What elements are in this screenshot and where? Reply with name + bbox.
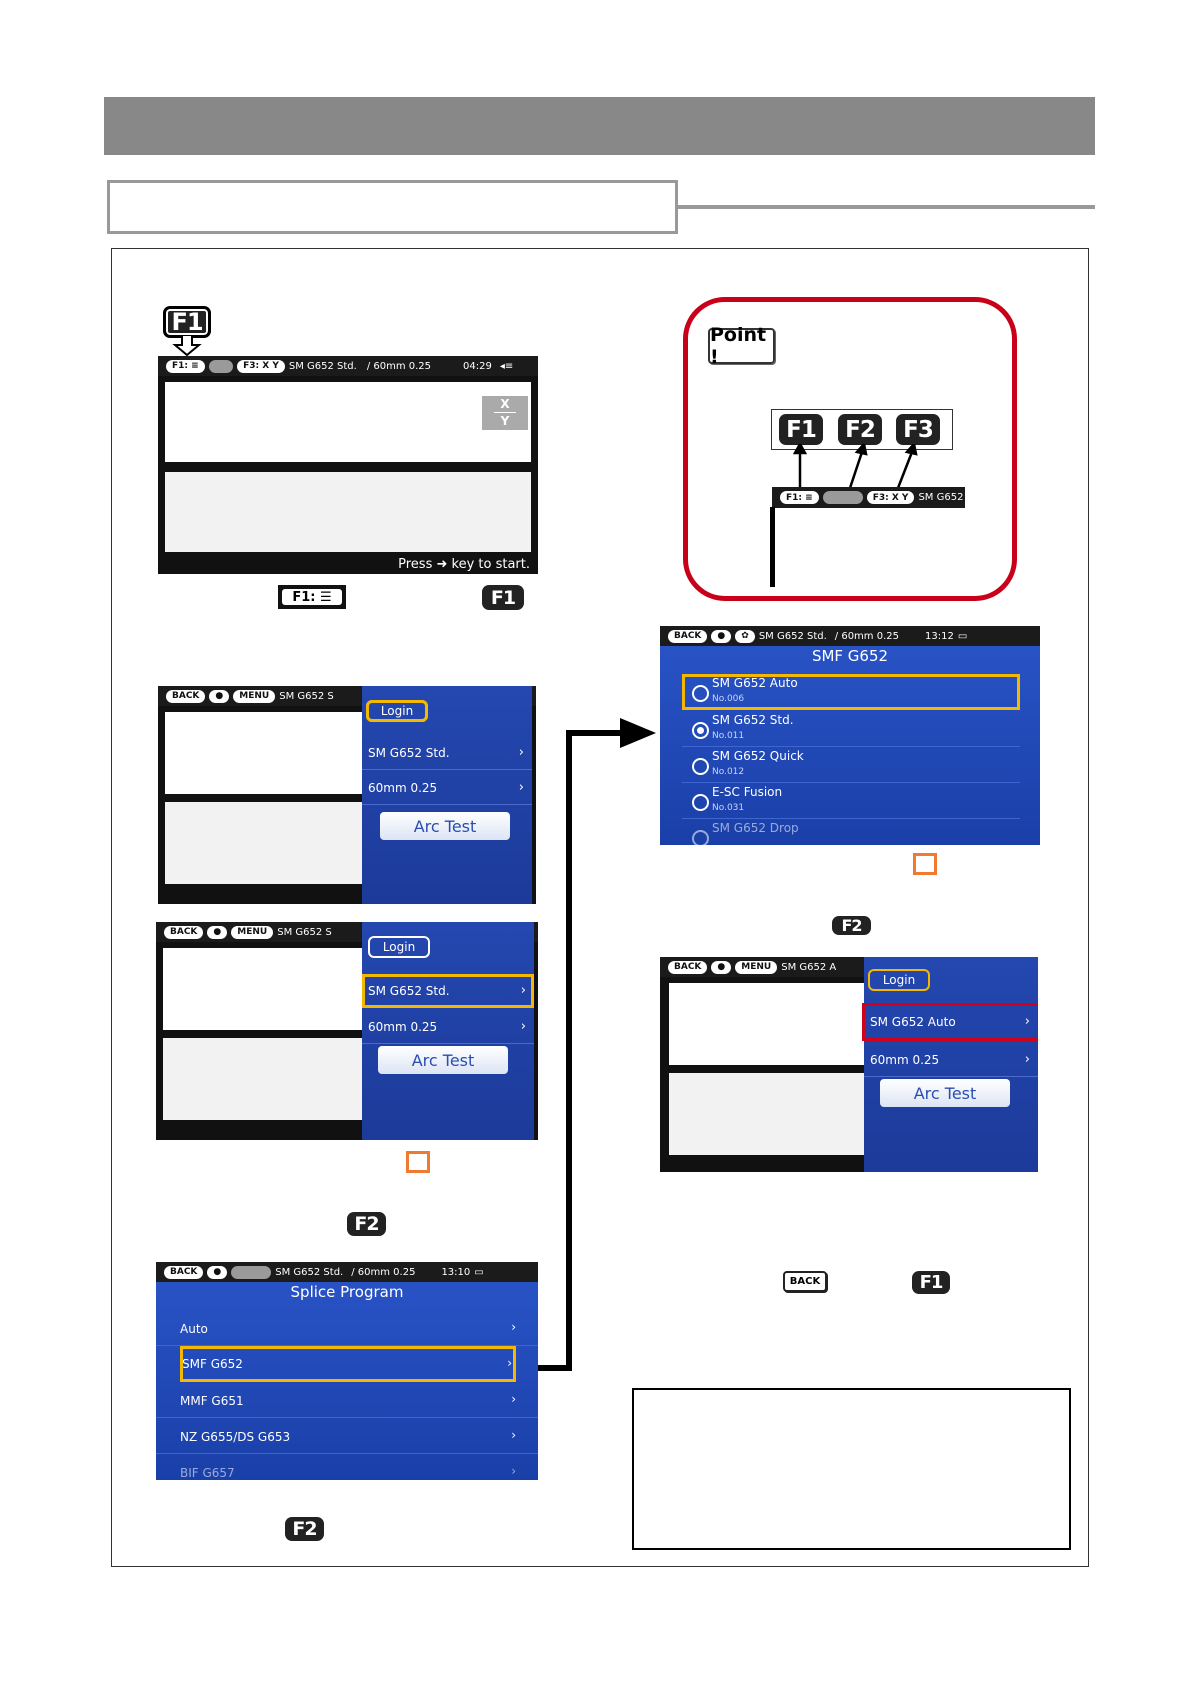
program-row[interactable] [682,711,1020,747]
menu-item-label: SM G652 Std. [368,745,450,760]
menu-item-label: SM G652 Std. [368,983,450,998]
program-number: No.011 [712,731,745,741]
record-softkey[interactable]: ● [207,1266,227,1279]
list-item[interactable] [180,1346,516,1382]
right-arrow-icon [620,718,656,748]
menu-screen-1 [158,686,536,904]
y-label: Y [500,414,510,428]
menu-screen-3 [660,957,1038,1172]
right-arrow-icon: ➜ [436,557,452,572]
chevron-right-icon: › [1024,1052,1030,1067]
menu-item-label: 60mm 0.25 [368,780,438,795]
prompt-tail: key to start. [451,557,530,572]
f3-softkey[interactable]: F3: X Y [237,360,285,373]
f1-key-icon: F1 [779,414,823,445]
clock: 13:10 [441,1266,471,1278]
f1-key-icon: F1 [482,585,524,610]
f1-key-icon: F1 [163,306,211,338]
f1-menu-label: F1: [292,589,316,605]
program-name: SM G652 A [781,961,837,973]
chevron-right-icon: › [1024,1014,1030,1029]
program-number: No.006 [712,694,745,704]
program-name: SM G652 [918,492,964,503]
camera-view-y [165,802,375,884]
menu-item-program[interactable] [362,974,534,1008]
camera-view-x [669,983,879,1065]
arc-test-button[interactable]: Arc Test [378,1046,508,1074]
sleeve-info: / 60mm 0.25 [834,630,899,642]
mini-screen-edge [770,507,775,587]
f2-key-icon: F2 [832,916,871,935]
menu-item-program[interactable] [864,1005,1038,1039]
f2-softkey[interactable]: F2 [209,360,233,373]
login-button[interactable]: Login [368,936,430,958]
f1-softkey: F1: ≡ [780,491,819,504]
pointer-arrows [770,444,930,490]
f2-softkey: F2 [823,491,863,504]
start-prompt [398,557,530,572]
xy-toggle-icon[interactable] [482,396,528,430]
x-label: X [494,396,516,413]
f1-softkey[interactable]: F1: ≡ [166,360,205,373]
list-item-label: NZ G655/DS G653 [180,1430,291,1444]
chevron-right-icon: › [520,1019,526,1034]
note-box [632,1388,1071,1550]
list-item[interactable] [156,1454,538,1480]
f2-key-icon: F2 [838,414,882,445]
menu-item-label: SM G652 Auto [870,1014,956,1029]
section-rule [676,205,1095,209]
orange-marker [406,1151,430,1173]
program-name: SM G652 Quick [712,749,804,763]
record-softkey[interactable]: ● [207,926,227,939]
clock: 04:29 [463,360,492,372]
record-softkey[interactable]: ● [711,630,731,643]
menu-screen-2 [156,922,538,1140]
list-item[interactable] [156,1418,538,1454]
program-row[interactable] [682,747,1020,783]
blank-softkey: . [231,1266,271,1279]
program-name: SM G652 Auto [712,676,798,690]
chevron-right-icon: › [511,1464,516,1478]
program-name: SM G652 Std. [758,630,827,642]
menu-item-sleeve[interactable] [362,1010,534,1044]
camera-view-x [165,382,531,462]
radio-button-selected [692,722,709,739]
back-softkey[interactable]: BACK [166,690,205,703]
battery-icon: ◂≡ [499,360,514,372]
splice-program-screen [156,1262,538,1480]
flow-connector [566,730,572,1371]
program-row[interactable] [682,783,1020,819]
program-number: No.012 [712,767,745,777]
battery-icon: ▭ [474,1266,484,1278]
f3-key-icon: F3 [896,414,940,445]
flow-connector [566,730,622,736]
camera-view-y [669,1073,879,1155]
camera-view-x [165,712,375,794]
f1-key-icon: F1 [912,1271,950,1294]
program-name: SM G652 Std. [288,360,357,372]
radio-button [692,830,709,845]
menu-item-label: 60mm 0.25 [368,1019,438,1034]
f1-menu-keycap: F1: ☰ [278,585,346,609]
screen-title: Splice Program [290,1283,404,1301]
header-bar [104,97,1095,155]
chevron-right-icon: › [507,1356,512,1370]
f1-softkey-label: F1: [172,361,189,371]
camera-view-y [163,1038,373,1120]
orange-marker [913,853,937,875]
battery-icon: ▭ [957,630,968,642]
list-item-label: BIF G657 [180,1466,235,1480]
arc-test-button[interactable]: Arc Test [880,1079,1010,1107]
screen-title: SMF G652 [811,647,889,665]
program-name: SM G652 Std. [275,1266,344,1278]
menu-softkey[interactable]: MENU [735,961,777,974]
smf-program-screen [660,626,1040,845]
chevron-right-icon: › [511,1428,516,1442]
arc-test-button[interactable]: Arc Test [380,812,510,840]
program-number: No.031 [712,803,745,813]
f2-key-icon: F2 [347,1212,386,1236]
clock: 13:12 [924,630,954,642]
back-softkey[interactable]: BACK [668,630,707,643]
chevron-right-icon: › [518,745,524,760]
chevron-right-icon: › [511,1392,516,1406]
menu-panel [864,957,1038,1172]
f2-key-icon: F2 [285,1517,324,1541]
radio-button [692,758,709,775]
menu-panel [362,686,532,904]
menu-item-program[interactable] [362,736,532,770]
sleeve-info: / 60mm 0.25 [351,1266,416,1278]
camera-view-y [165,472,531,552]
list-item[interactable] [156,1382,538,1418]
menu-item-sleeve[interactable] [362,771,532,805]
menu-panel [362,922,534,1140]
program-name: SM G652 S [277,926,332,938]
record-softkey[interactable]: ● [711,961,731,974]
list-item[interactable] [156,1310,538,1346]
chevron-right-icon: › [520,983,526,998]
mini-status-bar [772,487,965,508]
menu-softkey[interactable]: MENU [231,926,273,939]
down-arrow-icon [171,336,203,356]
program-name: E-SC Fusion [712,785,783,799]
menu-item-label: 60mm 0.25 [870,1052,940,1067]
menu-item-sleeve[interactable] [864,1043,1038,1077]
status-bar [158,356,538,376]
point-badge: Point ! [708,328,775,364]
settings-gear-icon[interactable]: ✿ [735,630,755,643]
login-button[interactable]: Login [868,969,930,991]
prompt-press: Press [398,557,433,572]
chevron-right-icon: › [518,780,524,795]
radio-button [692,794,709,811]
chevron-right-icon: › [511,1320,516,1334]
program-name: SM G652 S [279,690,334,702]
camera-view-x [163,948,373,1030]
menu-softkey[interactable]: MENU [233,690,275,703]
back-softkey[interactable]: BACK [164,926,203,939]
list-item-label: SMF G652 [182,1357,243,1371]
main-screen [158,356,538,574]
radio-button [692,685,709,702]
section-title-box [107,180,678,234]
status-bar [156,1262,538,1282]
back-softkey[interactable]: BACK [668,961,707,974]
program-row[interactable] [682,674,1020,710]
list-item-label: Auto [180,1322,208,1336]
login-button[interactable]: Login [366,700,428,722]
back-softkey[interactable]: BACK [164,1266,203,1279]
f1-softkey-label: F1: [786,492,803,503]
record-softkey[interactable]: ● [209,690,229,703]
status-bar [660,626,1040,646]
program-name: SM G652 Drop [712,821,799,835]
back-keycap: BACK [783,1271,827,1292]
program-row[interactable] [682,819,1020,845]
list-item-label: MMF G651 [180,1394,244,1408]
f3-softkey: F3: X Y [867,491,915,504]
program-name: SM G652 Std. [712,713,794,727]
sleeve-info: / 60mm 0.25 [366,360,432,372]
